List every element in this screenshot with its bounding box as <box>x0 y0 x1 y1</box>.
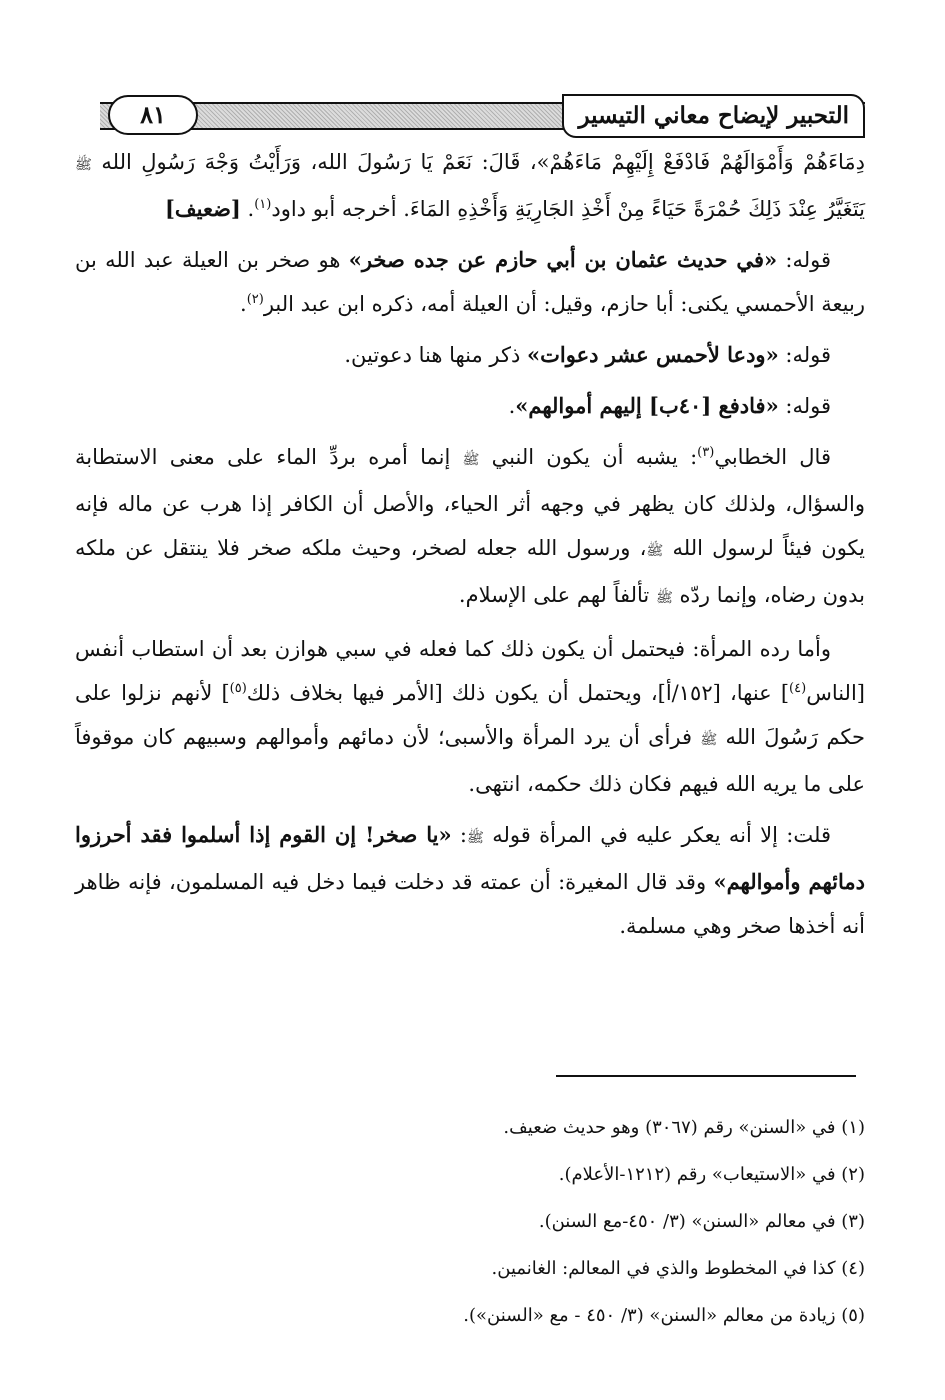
paragraph-qawluh-sakhr <box>75 238 865 326</box>
text-run: قوله: <box>778 394 831 418</box>
salawat-symbol: ﷺ <box>467 830 484 846</box>
salawat-symbol: ﷺ <box>75 157 92 173</box>
text-run: . <box>508 394 516 418</box>
text-run: وأما رده المرأة: فيحتمل أن يكون ذلك كما فعله في سبي هوازن بعد أن استطاب أنفس [الناس <box>75 637 865 705</box>
grade-label: [ضعيف] <box>164 196 241 221</box>
footnotes <box>75 1104 865 1339</box>
text-run: دِمَاءَهُمْ وَأَمْوَالَهُمْ فَادْفَعْ إِلَيْهِمْ مَاءَهُمْ»، قَالَ: نَعَمْ يَا رَسُولَ الله، وَرَأَيْتُ وَجْهَ رَسُولِ الله <box>91 150 865 174</box>
text-run: قلت: إلا أنه يعكر عليه في المرأة قوله <box>483 823 831 847</box>
salawat-symbol: ﷺ <box>655 590 673 606</box>
paragraph-qult <box>75 813 865 948</box>
footnote-ref: (٤) <box>789 681 807 696</box>
text-run: ] لأنهم نزلوا على حكم رَسُولَ الله <box>75 681 866 749</box>
footnote-separator <box>556 1075 856 1077</box>
text-run: هو صخر بن العيلة عبد الله بن ربيعة الأحمسي يكنى: أبا حازم، وقيل: أن العيلة أمه، ذكره ابن عبد البر <box>75 248 865 316</box>
text-run: ذكر منها هنا دعوتين. <box>344 343 528 367</box>
text-run: ] عنها، [١٥٢/أ]، ويحتمل أن يكون ذلك [الأمر فيها بخلاف ذلك <box>246 681 790 705</box>
footnote-ref: (٥) <box>229 681 247 696</box>
text-run: : يشبه أن يكون النبي <box>479 445 698 469</box>
text-run: يَتَغَيَّرُ عِنْدَ ذَلِكَ حُمْرَةً حَيَاءً مِنْ أَخْذِ الجَارِيَةِ وَأَخْذِهِ المَاءَ. أخرجه أبو داود <box>271 197 865 221</box>
footnote-2: (٢) في «الاستيعاب» رقم (١٢١٢-الأعلام). <box>558 1164 865 1185</box>
salawat-symbol: ﷺ <box>462 452 480 468</box>
paragraph-qawluh-fadfa <box>75 384 865 428</box>
bold-quote: «في حديث عثمان بن أبي حازم عن جده صخر» <box>348 247 778 272</box>
footnote-3: (٣) في معالم «السنن» (٣/ ٤٥٠-مع السنن). <box>538 1211 865 1232</box>
footnote-5: (٥) زيادة من معالم «السنن» (٣/ ٤٥٠ - مع «السنن»). <box>463 1305 865 1326</box>
running-header <box>100 94 865 138</box>
paragraph-mar-ah <box>75 627 865 806</box>
footnote-4: (٤) كذا في المخطوط والذي في المعالم: الغانمين. <box>491 1258 865 1279</box>
book-title: التحبير لإيضاح معاني التيسير <box>562 94 865 138</box>
text-run: فرأى أن يرد المرأة والأسبى؛ لأن دمائهم وأموالهم وسبيهم كان موقوفاً على ما يريه الله فيهم فكان ذلك حكمه، انتهى. <box>75 725 865 796</box>
main-text <box>75 140 865 955</box>
footnote-ref: (٣) <box>697 445 715 460</box>
footnote-ref: (٢) <box>246 292 264 307</box>
paragraph-qawluh-da-wat <box>75 333 865 377</box>
text-run: قال الخطابي <box>714 445 831 469</box>
text-run: : <box>451 823 467 847</box>
text-run: . <box>240 197 255 221</box>
paragraph-khattabi <box>75 435 865 620</box>
text-run: . <box>240 292 247 316</box>
footnote-1: (١) في «السنن» رقم (٣٠٦٧) وهو حديث ضعيف. <box>503 1117 865 1138</box>
paragraph-hadith-end <box>75 140 865 231</box>
text-run: تألفاً لهم على الإسلام. <box>458 583 656 607</box>
text-run: قوله: <box>777 248 832 272</box>
bold-quote: «يا صخر! إن القوم إذا أسلموا فقد أحرزوا دمائهم وأموالهم» <box>75 822 865 894</box>
text-run: ، ورسول الله جعله لصخر، وحيث ملكه صخر فلا ينتقل عن ملكه بدون رضاه، وإنما ردّه <box>75 536 865 607</box>
salawat-symbol: ﷺ <box>700 732 718 748</box>
bold-quote: «فادفع [٤٠ب] إليهم أموالهم» <box>515 393 779 418</box>
text-run: إنما أمره بردِّ الماء على معنى الاستطابة والسؤال، ولذلك كان يظهر في وجهه أثر الحياء، والأصل أن الكافر إذا هرب عن ماله فإنه يكون فيئاً لرسول الله <box>75 445 866 560</box>
footnote-ref: (١) <box>254 197 272 212</box>
text-run: وقد قال المغيرة: أن عمته قد دخلت فيما دخل فيه المسلمون، فإنه ظاهر أنه أخذها صخر وهي مسلمة. <box>75 870 865 938</box>
bold-quote: «ودعا لأحمس عشر دعوات» <box>527 342 779 367</box>
salawat-symbol: ﷺ <box>646 543 664 559</box>
text-run: قوله: <box>778 343 831 367</box>
page-number: ٨١ <box>108 95 198 135</box>
